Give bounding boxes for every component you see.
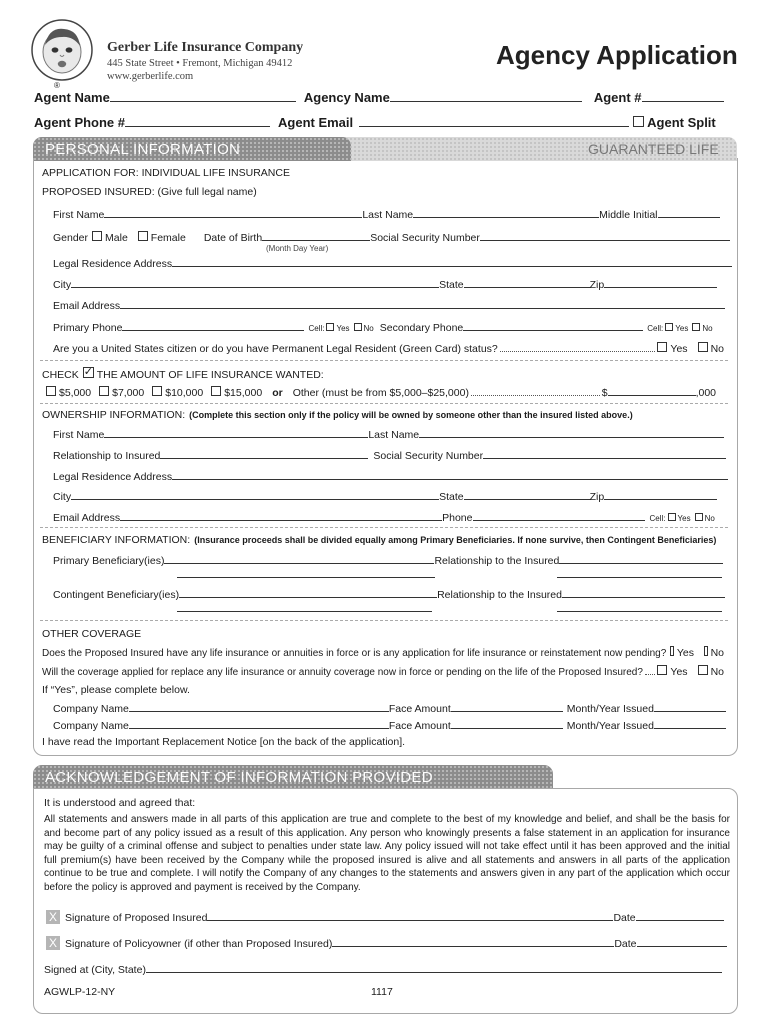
primary-beneficiary-row (53, 553, 723, 567)
primary-phone-label: Primary Phone (53, 322, 123, 334)
owner-city-row (53, 489, 717, 503)
sig-owner-date-field[interactable] (637, 936, 727, 947)
beneficiary-heading: BENEFICIARY INFORMATION : (Insurance proceeds shall be divided equally among Primary Beneficiaries. If none survive, then Contingent Beneficiaries) (42, 534, 717, 546)
owner-cell-no-label: No (704, 514, 715, 523)
owner-relationship-row (53, 448, 726, 462)
month-year-field-1[interactable] (654, 701, 726, 712)
amount-15000-checkbox[interactable] (211, 386, 221, 396)
sig-insured-field[interactable] (207, 910, 613, 921)
ack-intro: It is understood and agreed that: (44, 797, 196, 809)
owner-cell-label: Cell: (649, 514, 666, 523)
owner-last-name-label: Last Name (368, 429, 420, 441)
company-name-label-2: Company Name (53, 720, 129, 732)
coverage-q1-no-checkbox[interactable] (704, 646, 708, 656)
divider (40, 620, 728, 621)
residence-label: Legal Residence Address (53, 258, 173, 270)
amount-7000-checkbox[interactable] (99, 386, 109, 396)
amount-10000-label: $10,000 (165, 387, 204, 399)
insured-name-row (53, 207, 720, 221)
contingent-relationship-field[interactable] (562, 587, 725, 598)
primary-cell-yes-checkbox[interactable] (326, 323, 334, 331)
sig-owner-field[interactable] (332, 936, 614, 947)
coverage-company-row-1 (53, 701, 726, 715)
amount-10000-checkbox[interactable] (152, 386, 162, 396)
owner-state-label: State (439, 491, 464, 503)
primary-phone-field[interactable] (122, 320, 304, 331)
primary-beneficiary-line-2[interactable] (177, 577, 435, 578)
company-name-field-1[interactable] (129, 701, 389, 712)
amount-7000-label: $7,000 (112, 387, 145, 399)
state-field[interactable] (464, 277, 590, 288)
coverage-q2-yes-checkbox[interactable] (657, 665, 667, 675)
city-label: City (53, 279, 72, 291)
sig-owner-x: X (46, 936, 60, 950)
coverage-question-2 (42, 665, 724, 678)
company-name-label-1: Company Name (53, 703, 129, 715)
citizen-yes-checkbox[interactable] (657, 342, 667, 352)
gender-dob-row (53, 230, 730, 244)
owner-cell-yes-checkbox[interactable] (668, 513, 676, 521)
coverage-q1-yes-checkbox[interactable] (670, 646, 674, 656)
citizen-no-checkbox[interactable] (698, 342, 708, 352)
owner-relationship-field[interactable] (160, 448, 368, 459)
citizen-question: Are you a United States citizen or do you have Permanent Legal Resident (Green Card) status? (53, 343, 498, 355)
owner-first-name-label: First Name (53, 429, 105, 441)
zip-field[interactable] (604, 277, 717, 288)
coverage-question-1 (42, 646, 724, 659)
ownership-title: OWNERSHIP INFORMATION: (42, 409, 186, 421)
proposed-insured-heading: PROPOSED INSURED: (Give full legal name) (42, 186, 257, 198)
owner-state-field[interactable] (464, 489, 590, 500)
agent-split-checkbox[interactable] (633, 116, 644, 127)
secondary-cell-label: Cell: (647, 324, 664, 333)
owner-ssn-field[interactable] (483, 448, 726, 459)
gender-label: Gender (53, 232, 89, 244)
dob-field[interactable] (262, 230, 370, 241)
city-field[interactable] (71, 277, 439, 288)
middle-initial-label: Middle Initial (599, 209, 658, 221)
primary-cell-label: Cell: (308, 324, 325, 333)
divider (40, 527, 728, 528)
owner-name-row (53, 427, 724, 441)
sig-owner-row (46, 936, 727, 950)
owner-zip-label: Zip (589, 491, 605, 503)
company-name-field-2[interactable] (129, 718, 389, 729)
dob-hint: (Month Day Year) (266, 244, 329, 253)
amount-5000-label: $5,000 (59, 387, 92, 399)
agent-line-2 (34, 115, 716, 130)
signed-at-row (44, 962, 722, 976)
last-name-field[interactable] (413, 207, 599, 218)
owner-ssn-label: Social Security Number (373, 450, 484, 462)
primary-beneficiary-label: Primary Beneficiary(ies) (53, 555, 165, 567)
agent-phone-label: Agent Phone # (34, 115, 126, 130)
owner-phone-label: Phone (442, 512, 473, 524)
middle-initial-field[interactable] (658, 207, 720, 218)
or-label: or (272, 387, 283, 399)
ssn-field[interactable] (480, 230, 730, 241)
face-amount-field-1[interactable] (451, 701, 563, 712)
secondary-cell-no-label: No (702, 324, 713, 333)
female-label: Female (150, 232, 186, 244)
owner-cell-no-checkbox[interactable] (695, 513, 703, 521)
email-label: Email Address (53, 300, 121, 312)
first-name-field[interactable] (104, 207, 362, 218)
secondary-cell-yes-checkbox[interactable] (665, 323, 673, 331)
citizen-row (53, 342, 724, 355)
guaranteed-life-label: GUARANTEED LIFE (588, 141, 719, 157)
primary-relationship-line-2[interactable] (557, 577, 722, 578)
acknowledgement-header (33, 765, 553, 789)
page-number: 1117 (371, 986, 393, 998)
personal-info-title: PERSONAL INFORMATION (45, 141, 241, 158)
female-checkbox[interactable] (138, 231, 148, 241)
state-label: State (439, 279, 464, 291)
check-label: CHECK (42, 369, 79, 381)
owner-city-label: City (53, 491, 72, 503)
ssn-label: Social Security Number (370, 232, 480, 244)
beneficiary-note: (Insurance proceeds shall be divided equally among Primary Beneficiaries. If none survive, then Contingent Beneficiaries) (194, 535, 717, 545)
agency-name-label: Agency Name (303, 90, 390, 105)
owner-email-label: Email Address (53, 512, 121, 524)
amount-options-row (46, 385, 716, 399)
email-field[interactable] (120, 298, 725, 309)
sig-insured-date-label: Date (613, 912, 636, 924)
primary-beneficiary-field[interactable] (164, 553, 434, 564)
ack-body: All statements and answers made in all parts of this application are true and complete to the best of my knowledge and belief, and shall be the basis for and become part of any policy issued as a result of this application. Any person who knowingly presents a false statement in an application for insurance may be guilty of a criminal offense and subject to penalties under state law. Any policy issued will not take effect until it has been approved and the initial full premium(s) have been received by the Company while the proposed insured is alive and all statements and answers in all parts of the application continue to be true and complete. I will notify the Company of any changes to the statements and answers given in any part of the application which occur before the policy is approved and payment is received by the Company. (44, 814, 730, 893)
secondary-cell-no-checkbox[interactable] (692, 323, 700, 331)
thousand-suffix: ,000 (695, 387, 716, 399)
contingent-beneficiary-label: Contingent Beneficiary(ies) (53, 589, 180, 601)
month-year-field-2[interactable] (654, 718, 726, 729)
owner-phone-field[interactable] (473, 510, 645, 521)
form-title: Agency Application (496, 40, 738, 70)
company-website: www.gerberlife.com (107, 71, 194, 82)
coverage-company-row-2 (53, 718, 726, 732)
agent-phone-field[interactable] (125, 116, 270, 127)
male-checkbox[interactable] (92, 231, 102, 241)
ownership-note: (Complete this section only if the policy will be owned by someone other than the insured listed above.) (189, 410, 633, 420)
agent-number-label: Agent # (593, 90, 642, 105)
coverage-q2-no-checkbox[interactable] (698, 665, 708, 675)
coverage-q2-yes-label: Yes (670, 666, 688, 678)
coverage-q1-no-label: No (710, 647, 724, 659)
amount-heading (42, 367, 324, 381)
residence-row (53, 256, 732, 270)
if-yes-note: If “Yes”, please complete below. (42, 684, 190, 696)
face-amount-label-1: Face Amount (388, 703, 451, 715)
other-coverage-heading: OTHER COVERAGE (42, 628, 142, 640)
primary-cell-no-checkbox[interactable] (354, 323, 362, 331)
divider (40, 403, 728, 404)
application-for: APPLICATION FOR: INDIVIDUAL LIFE INSURANCE (42, 167, 290, 179)
beneficiary-title: BENEFICIARY INFORMATION (42, 534, 188, 546)
dollar-sign: $ (601, 387, 608, 399)
sig-insured-row (46, 910, 724, 924)
last-name-label: Last Name (362, 209, 414, 221)
primary-relationship-label: Relationship to the Insured (434, 555, 560, 567)
city-state-zip-row (53, 277, 717, 291)
owner-city-field[interactable] (71, 489, 439, 500)
signed-at-label: Signed at (City, State) (44, 964, 146, 976)
month-year-label-1: Month/Year Issued (566, 703, 654, 715)
owner-cell-yes-label: Yes (677, 514, 691, 523)
owner-zip-field[interactable] (604, 489, 717, 500)
owner-first-name-field[interactable] (104, 427, 368, 438)
citizen-no-label: No (710, 343, 724, 355)
divider (40, 360, 728, 361)
agent-name-field[interactable] (110, 91, 296, 102)
coverage-q1-text: Does the Proposed Insured have any life insurance or annuities in force or is any application for life insurance or reinstatement now pending? (42, 648, 667, 659)
owner-email-field[interactable] (120, 510, 442, 521)
agent-name-label: Agent Name (34, 90, 110, 105)
primary-cell-no-label: No (363, 324, 374, 333)
company-address: 445 State Street • Fremont, Michigan 49412 (107, 58, 293, 69)
citizen-yes-label: Yes (670, 343, 688, 355)
signed-at-field[interactable] (146, 962, 722, 973)
ownership-heading (42, 409, 633, 421)
check-mark-box: ✓ (83, 366, 93, 378)
secondary-phone-label: Secondary Phone (379, 322, 464, 334)
secondary-phone-field[interactable] (463, 320, 643, 331)
contingent-relationship-line-2[interactable] (557, 611, 722, 612)
sig-owner-label: Signature of Policyowner (if other than Proposed Insured) (65, 938, 333, 950)
replacement-notice: I have read the Important Replacement Notice [on the back of the application]. (42, 736, 406, 748)
owner-residence-field[interactable] (172, 469, 728, 480)
sig-insured-label: Signature of Proposed Insured (65, 912, 208, 924)
zip-label: Zip (589, 279, 605, 291)
agency-name-field[interactable] (390, 91, 582, 102)
agent-number-field[interactable] (642, 91, 724, 102)
contingent-beneficiary-line-2[interactable] (177, 611, 432, 612)
owner-residence-label: Legal Residence Address (53, 471, 173, 483)
month-year-label-2: Month/Year Issued (566, 720, 654, 732)
amount-5000-checkbox[interactable] (46, 386, 56, 396)
amount-15000-label: $15,000 (224, 387, 263, 399)
coverage-q2-text: Will the coverage applied for replace any life insurance or annuity coverage now in force or pending on the life of the Proposed Insured? (42, 667, 643, 678)
other-amount-field[interactable] (608, 385, 696, 396)
dob-label: Date of Birth (203, 232, 263, 244)
primary-relationship-field[interactable] (559, 553, 723, 564)
coverage-q1-yes-label: Yes (676, 647, 694, 659)
sig-owner-date-label: Date (614, 938, 637, 950)
contingent-beneficiary-field[interactable] (179, 587, 437, 598)
male-label: Male (105, 232, 128, 244)
owner-last-name-field[interactable] (419, 427, 724, 438)
email-row (53, 298, 725, 312)
coverage-q2-no-label: No (710, 666, 724, 678)
company-name: Gerber Life Insurance Company (107, 40, 304, 55)
acknowledgement-title: ACKNOWLEDGEMENT OF INFORMATION PROVIDED (45, 769, 433, 786)
residence-field[interactable] (172, 256, 732, 267)
face-amount-field-2[interactable] (451, 718, 563, 729)
contingent-beneficiary-row (53, 587, 725, 601)
amount-wanted-label: THE AMOUNT OF LIFE INSURANCE WANTED: (96, 369, 324, 381)
owner-email-row (53, 510, 715, 524)
agent-split-label: Agent Split (647, 115, 716, 130)
form-code: AGWLP-12-NY (44, 986, 116, 998)
primary-cell-yes-label: Yes (336, 324, 350, 333)
agent-email-field[interactable] (359, 116, 629, 127)
registered-mark: ® (54, 81, 60, 90)
agent-email-label: Agent Email (278, 115, 354, 130)
secondary-cell-yes-label: Yes (675, 324, 689, 333)
contingent-relationship-label: Relationship to the Insured (437, 589, 562, 601)
agent-line-1 (34, 90, 724, 105)
face-amount-label-2: Face Amount (388, 720, 451, 732)
phone-row (53, 320, 713, 334)
sig-insured-date-field[interactable] (636, 910, 724, 921)
company-logo (31, 19, 93, 81)
other-amount-label: Other (must be from $5,000–$25,000) (292, 387, 469, 399)
sig-insured-x: X (46, 910, 60, 924)
first-name-label: First Name (53, 209, 105, 221)
owner-residence-row (53, 469, 728, 483)
owner-relationship-label: Relationship to Insured (53, 450, 161, 462)
